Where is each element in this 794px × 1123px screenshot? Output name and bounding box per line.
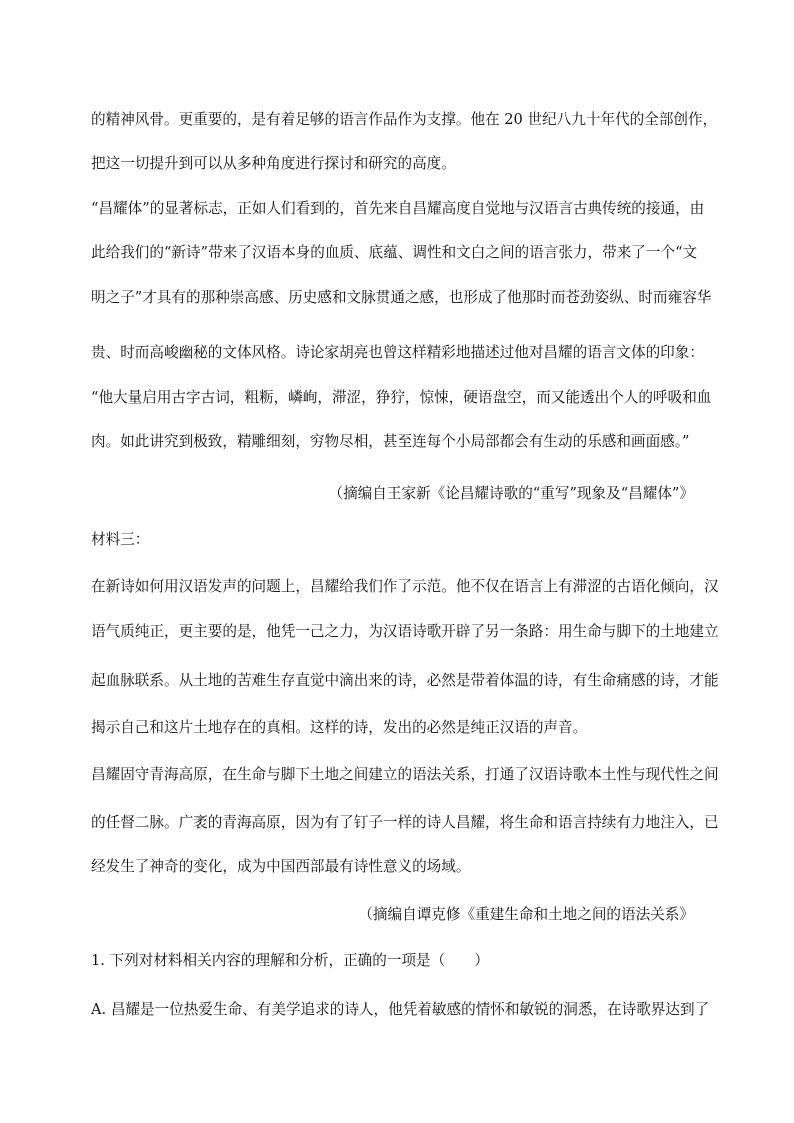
body-line: 在新诗如何用汉语发声的问题上，昌耀给我们作了示范。他不仅在语言上有滞涩的古语化倾向，汉 — [91, 578, 719, 595]
body-line: 揭示自己和这片土地存在的真相。这样的诗，发出的必然是纯正汉语的声音。 — [91, 719, 588, 736]
body-line: 起血脉联系。从土地的苦难生存直觉中滴出来的诗，必然是带着体温的诗，有生命痛感的诗，才能 — [91, 672, 719, 689]
body-line: 语气质纯正，更主要的是，他凭一己之力，为汉语诗歌开辟了另一条路：用生命与脚下的土地建立 — [91, 623, 719, 640]
body-line: 此给我们的“新诗”带来了汉语本身的血质、底蕴、调性和文白之间的语言张力，带来了一个“文 — [91, 244, 698, 261]
body-line: “昌耀体”的显著标志，正如人们看到的，首先来自昌耀高度自觉地与汉语言古典传统的接通，由 — [91, 200, 705, 217]
body-line: 明之子”才具有的那种崇高感、历史感和文脉贯通之感，也形成了他那时而苍劲姿纵、时而雍容华 — [91, 289, 712, 306]
body-line: 的任督二脉。广袤的青海高原，因为有了钉子一样的诗人昌耀，将生命和语言持续有力地注入，已 — [91, 814, 719, 831]
section-heading: 材料三： — [91, 531, 150, 548]
body-line: 把这一切提升到可以从多种角度进行探讨和研究的高度。 — [91, 155, 456, 172]
quote-line: 肉。如此讲究到极致，精雕细刻，穷物尽相，甚至连每个小局部都会有生动的乐感和画面感。” — [91, 433, 690, 450]
body-line: 昌耀固守青海高原，在生命与脚下土地之间建立的语法关系，打通了汉语诗歌本土性与现代性之间 — [91, 766, 719, 783]
answer-option-a: A. 昌耀是一位热爱生命、有美学追求的诗人，他凭着敏感的情怀和敏锐的洞悉，在诗歌界达到了 — [91, 1001, 710, 1018]
body-line: 经发生了神奇的变化，成为中国西部最有诗性意义的场域。 — [91, 858, 471, 875]
body-line: 的精神风骨。更重要的，是有着足够的语言作品作为支撑。他在 20 世纪八九十年代的全部创作， — [91, 111, 718, 128]
question-stem: 1. 下列对材料相关内容的理解和分析，正确的一项是（ ） — [91, 952, 490, 969]
source-citation: （摘编自谭克修《重建生命和土地之间的语法关系》 — [358, 906, 694, 923]
body-line: 贵、时而高峻幽秘的文体风格。诗论家胡亮也曾这样精彩地描述过他对昌耀的语言文体的印象： — [91, 344, 704, 361]
source-citation: （摘编自王家新《论昌耀诗歌的“重写”现象及“昌耀体”》 — [328, 485, 694, 502]
quote-line: “他大量启用古字古词，粗粝，嶙峋，滞涩，狰狞，惊悚，硬语盘空，而又能透出个人的呼吸和血 — [91, 389, 712, 406]
